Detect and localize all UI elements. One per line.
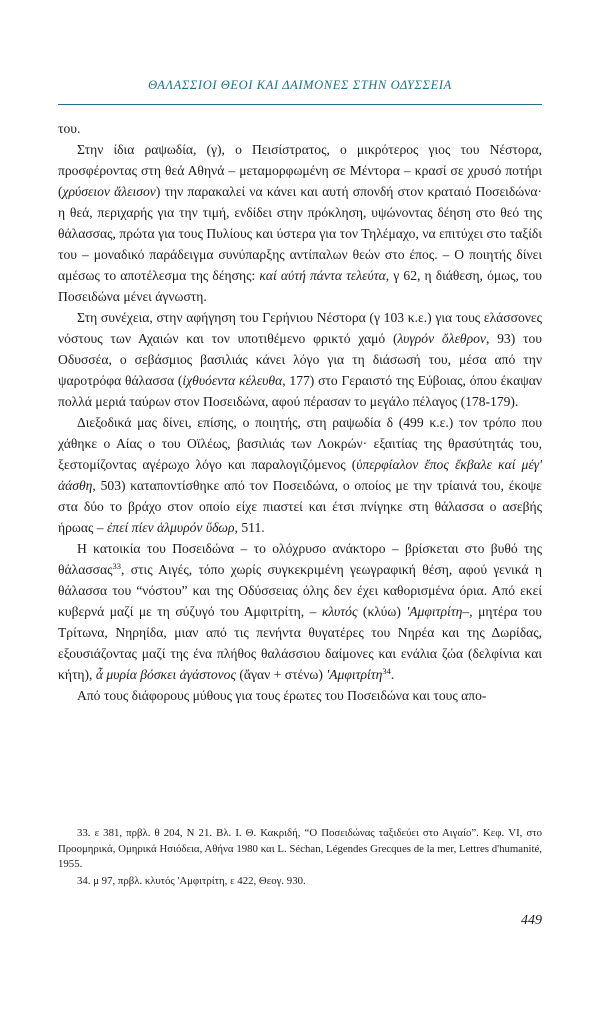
paragraph-3 — [58, 412, 542, 538]
paragraph-1-text-a: Στην ίδια ραψωδία, (γ), ο Πεισίστρατος, ο μικρότερος γιος του Νέστορα, προσφέροντας στη θεά Αθηνά – μεταμορφωμένη σε Μέντορα – κρασί σε χρυσό ποτήρι ( — [58, 142, 542, 199]
footnote-34: 34. μ 97, πρβλ. κλυτός 'Αμφιτρίτη, ε 422, Θεογ. 930. — [77, 874, 306, 887]
footnotes — [58, 826, 542, 890]
paragraph-3-quote-2: ἐπεί πίεν ἁλμυρόν ὕδωρ — [106, 520, 235, 535]
paragraph-4-text-d: –, μητέρα του Τρίτωνα, Νηρηίδα, μιαν από τις πενήντα θυγατέρες του Νηρέα και της Δωρίδας, εξουσιάζοντας μαζί της ένα πλήθος θαλάσσιου δαίμονες και ενάλια ζώα (δελφίνια και κήτη), — [58, 604, 542, 682]
paragraph-4-text-c: (κλύω) — [357, 604, 407, 619]
paragraph-2-text-a: Στη συνέχεια, στην αφήγηση του Γερήνιου Νέστορα (γ 103 κ.ε.) για τους ελάσσονες νόστους των Αχαιών και τον υποτιθέμενο φρικτό χαμό ( — [58, 310, 542, 346]
paragraph-2-quote-1: λυγρόν ὄλεθρον — [397, 331, 486, 346]
paragraph-1 — [58, 139, 542, 307]
paragraph-4-quote-3: ἆ μυρία βόσκει ἀγάστονος — [95, 667, 236, 682]
footnote-33: 33. ε 381, πρβλ. θ 204, Ν 21. Βλ. Ι. Θ. Κακριδή, “Ο Ποσειδώνας ταξιδεύει στο Αιγαίο”. Κεφ. VI, στο Προομηρικά, Ομηρικά Ησιόδεια, Αθήνα 1980 και L. Séchan, Légendes Grecques de la mer, Lettres d'humanité, 1955. — [58, 827, 542, 870]
paragraph-2-text-c: , 177) στο Γεραιστό της Εύβοιας, όπου έκαψαν πολλά μεριά ταύρων στον Ποσειδώνα, αφού πέρασαν το μεγάλο πέλαγος (178-179). — [58, 373, 543, 409]
paragraph-4-text-b: , στις Αιγές, τόπο χωρίς συγκεκριμένη γεωγραφική θέση, αφού γενικά η θάλασσα του “νόστου” και της Οδύσσειας όλης δεν έχει καθορισμένα όρια. Από εκεί κυβερνά μαζί με τη σύζυγό του Αμφιτρίτη, – — [58, 562, 542, 619]
paragraph-2 — [58, 307, 542, 412]
paragraph-3-text-b: , 503) καταποντίσθηκε από τον Ποσειδώνα, ο οποίος με την τρίαινά του, έκοψε στα δύο το βράχο στον οποίο είχε πιαστεί και έτσι πνίγηκε στη θάλασσα ο ασεβής ήρωας – — [58, 478, 542, 535]
paragraph-4-quote-1: κλυτός — [321, 604, 358, 619]
paragraph-2-text-b: , 93) του Οδυσσέα, ο σεβάσμιος βασιλιάς κάνει λόγο για τη διάσωσή του, μέσα από την ψαροτρόφα θάλασσα ( — [58, 331, 543, 388]
paragraph-2-quote-2: ἰχθυόεντα κέλευθα — [182, 373, 283, 388]
footnote-ref-34: 34 — [382, 666, 391, 676]
footnote-ref-33: 33 — [112, 561, 122, 571]
paragraph-5: Από τους διάφορους μύθους για τους έρωτες του Ποσειδώνα και τους απο- — [77, 688, 487, 703]
paragraph-continuation: του. — [58, 121, 81, 136]
paragraph-1-quote-2: καί αὐτή πάντα τελεύτα — [259, 268, 386, 283]
paragraph-4 — [58, 538, 542, 685]
paragraph-3-text-c: , 511. — [234, 520, 265, 535]
paragraph-1-text-c: , γ 62, η διάθεση, όμως, του Ποσειδώνα μένει άγνωστη. — [58, 268, 542, 304]
running-header: ΘΑΛΑΣΣΙΟΙ ΘΕΟΙ ΚΑΙ ΔΑΙΜΟΝΕΣ ΣΤΗΝ ΟΔΥΣΣΕΙΑ — [148, 78, 452, 92]
paragraph-4-text-e: (ἄγαν + στένω) — [235, 667, 327, 682]
paragraph-3-text-a: Διεξοδικά μας δίνει, επίσης, ο ποιητής, στη ραψωδία δ (499 κ.ε.) τον τρόπο που χάθηκε ο Αίας ο του Οϊλέως, βασιλιάς των Λοκρών· εξαιτίας της θρασύτητάς του, ξεστομίζοντας αγέρωχο λόγο και παραλογιζόμενος ( — [58, 415, 542, 472]
paragraph-1-quote-1: χρύσειον ἄλεισον — [62, 184, 156, 199]
paragraph-3-quote-1: ὑπερφίαλον ἔπος ἔκβαλε καί μέγ' ἀάσθη — [58, 457, 542, 493]
header-rule — [58, 104, 542, 105]
paragraph-4-text-a: Η κατοικία του Ποσειδώνα – το ολόχρυσο ανάκτορο – βρίσκεται στο βυθό της θάλασσας — [58, 541, 542, 577]
paragraph-1-text-b: ) την παρακαλεί να κάνει και αυτή σπονδή στον κραταιό Ποσειδώνα· η θεά, περιχαρής για την τιμή, ενδίδει στην πρόκληση, υψώνοντας δέηση στο θεό της θάλασσας, πρώτα για τους Πυλίους και ύστερα για τον Τηλέμαχο, να επιτύχει στο ταξίδι του – μοναδικό παράδειγμα συνύπαρξης αντίπαλων θεών στο έπος. – Ο ποιητής δίνει αμέσως το αποτέλεσμα της δέησης: — [58, 184, 542, 283]
main-text — [58, 118, 542, 706]
paragraph-4-quote-4: 'Αμφιτρίτη — [326, 667, 383, 682]
paragraph-4-quote-2: 'Αμφιτρίτη — [406, 604, 463, 619]
paragraph-4-text-f: . — [390, 667, 395, 682]
page-number: 449 — [521, 913, 542, 928]
